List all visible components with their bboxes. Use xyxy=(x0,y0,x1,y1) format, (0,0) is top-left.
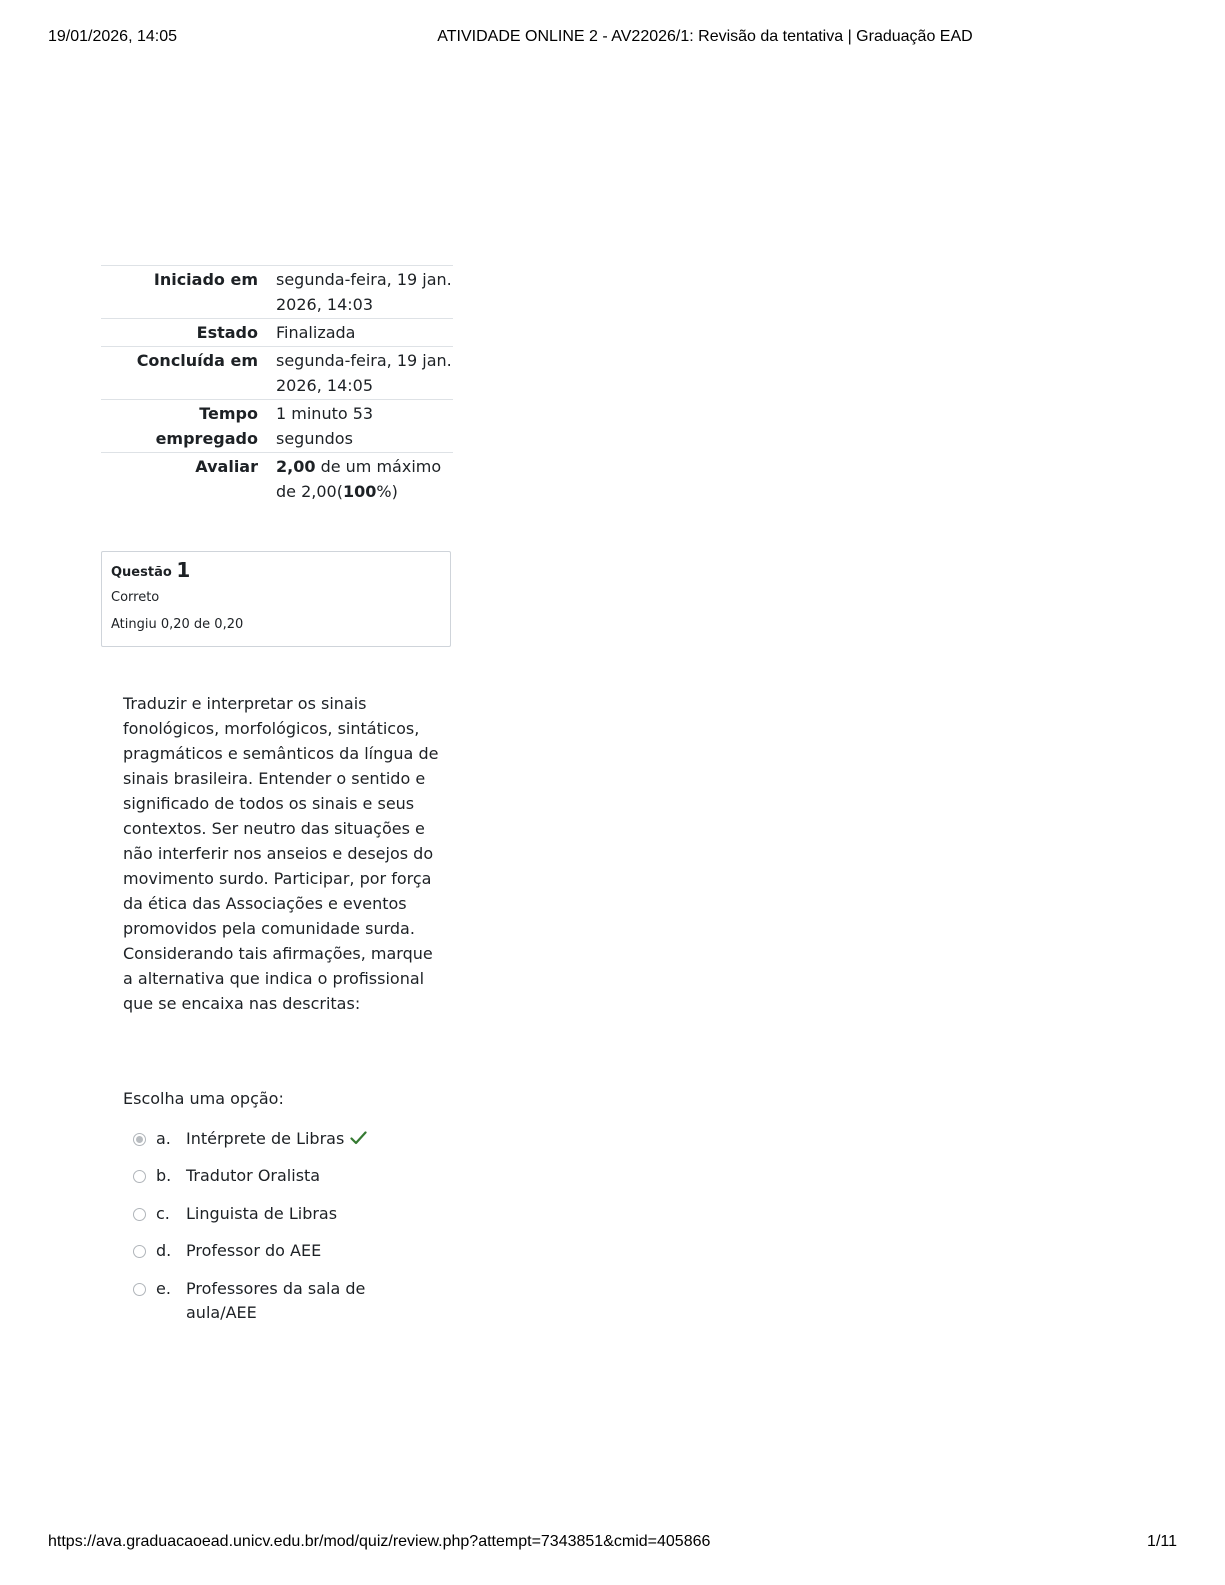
summary-row-time-taken xyxy=(101,400,453,453)
summary-label: Avaliar xyxy=(101,453,276,506)
option-letter: d. xyxy=(156,1241,172,1260)
summary-row-completed xyxy=(101,347,453,400)
summary-value: 1 minuto 53 segundos xyxy=(276,400,453,453)
grade-mid: de um máximo de 2,00( xyxy=(276,457,442,501)
summary-row-grade xyxy=(101,453,453,506)
summary-label: Estado xyxy=(101,319,276,347)
grade-end: %) xyxy=(376,482,398,501)
summary-label: Iniciado em xyxy=(101,266,276,319)
radio-button[interactable] xyxy=(133,1133,146,1146)
question-info-box xyxy=(101,551,451,647)
option-letter: c. xyxy=(156,1204,170,1223)
summary-value: Finalizada xyxy=(276,319,453,347)
option-letter: b. xyxy=(156,1166,172,1185)
print-footer xyxy=(0,1533,1225,1557)
option-letter: e. xyxy=(156,1279,171,1298)
option-label: Intérprete de Libras xyxy=(186,1129,345,1148)
radio-button[interactable] xyxy=(133,1245,146,1258)
summary-grade-value xyxy=(276,453,453,506)
question-text: Traduzir e interpretar os sinais fonológicos, morfológicos, sintáticos, pragmáticos e semânticos da língua de sinais brasileira. Entender o sentido e significado de todos os sinais e seus contextos. Ser neutro das situações e não interferir nos anseios e desejos do movimento surdo. Participar, por força da ética das Associações e eventos promovidos pela comunidade surda. Considerando tais afirmações, marque a alternativa que indica o profissional que se encaixa nas descritas: xyxy=(123,694,439,1013)
summary-value: segunda-feira, 19 jan. 2026, 14:05 xyxy=(276,347,453,400)
question-number xyxy=(111,558,441,582)
summary-value: segunda-feira, 19 jan. 2026, 14:03 xyxy=(276,266,453,319)
radio-button[interactable] xyxy=(133,1208,146,1221)
print-page-number: 1/11 xyxy=(1147,1533,1177,1550)
summary-label: Concluída em xyxy=(101,347,276,400)
question-label: Questão xyxy=(111,565,172,580)
option-label: Linguista de Libras xyxy=(186,1204,338,1223)
grade-score: 2,00 xyxy=(276,457,316,476)
print-header xyxy=(0,28,1225,52)
question-state: Correto xyxy=(111,590,160,605)
print-url: https://ava.graduacaoead.unicv.edu.br/mod/quiz/review.php?attempt=7343851&cmid=405866 xyxy=(48,1533,711,1550)
option-label: Professor do AEE xyxy=(186,1241,322,1260)
print-datetime: 19/01/2026, 14:05 xyxy=(48,28,178,45)
option-label: Professores da sala de aula/AEE xyxy=(186,1279,366,1322)
summary-row-started xyxy=(101,266,453,319)
option-label-wrap xyxy=(186,1127,416,1152)
check-icon xyxy=(350,1128,367,1152)
attempt-summary-table xyxy=(101,265,453,505)
answer-prompt: Escolha uma opção: xyxy=(123,1089,284,1108)
question-grade: Atingiu 0,20 de 0,20 xyxy=(111,617,244,632)
radio-button[interactable] xyxy=(133,1170,146,1183)
option-letter: a. xyxy=(156,1129,171,1148)
summary-row-state xyxy=(101,319,453,347)
question-number-value: 1 xyxy=(176,558,191,582)
grade-percent: 100 xyxy=(342,482,377,501)
radio-button[interactable] xyxy=(133,1283,146,1296)
option-label: Tradutor Oralista xyxy=(186,1166,321,1185)
summary-label: Tempo empregado xyxy=(101,400,276,453)
print-page-title: ATIVIDADE ONLINE 2 - AV22026/1: Revisão da tentativa | Graduação EAD xyxy=(437,28,973,45)
